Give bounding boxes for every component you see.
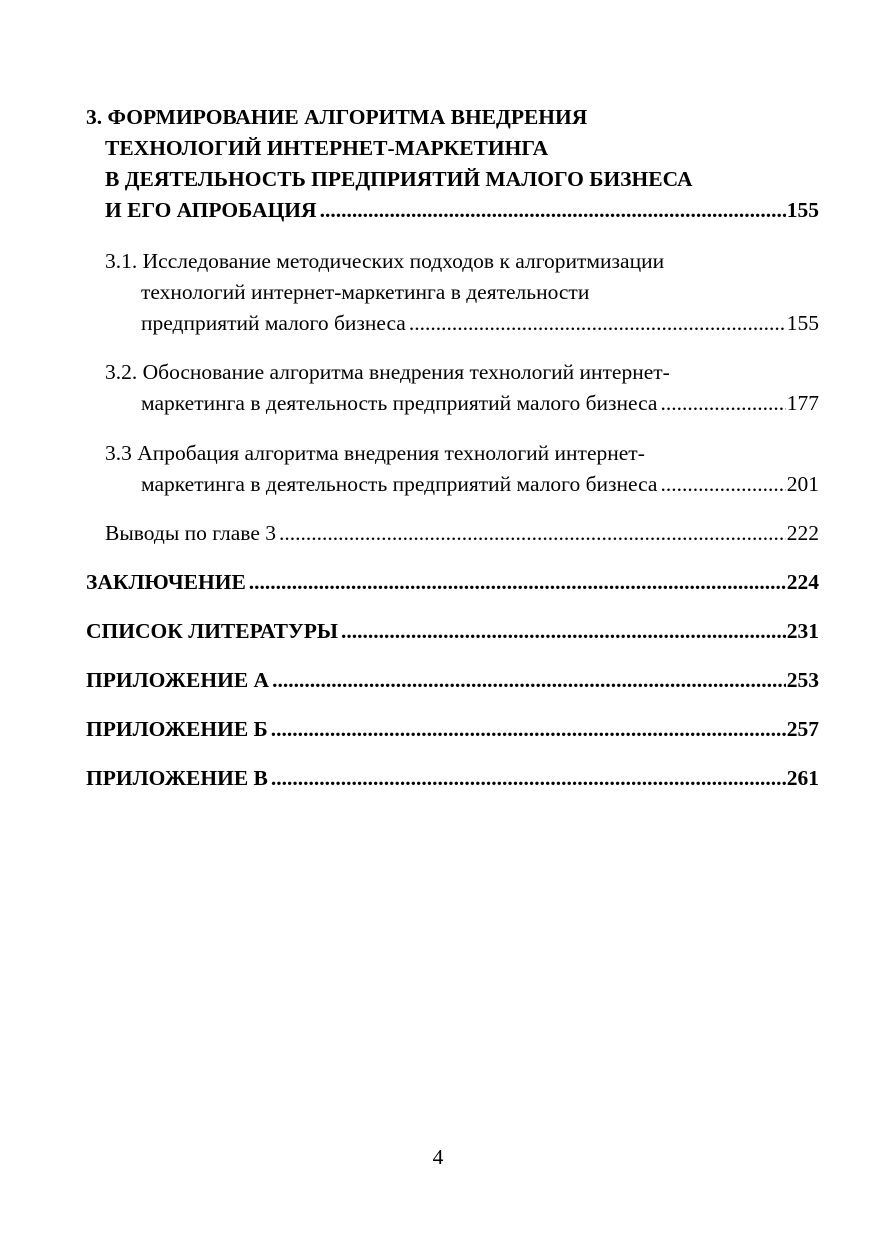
toc-entry-references[interactable]: [86, 616, 819, 646]
page-ref: 257: [786, 717, 819, 741]
toc-entry-appendix-b[interactable]: [86, 714, 819, 744]
leader-dots: [271, 763, 786, 793]
section-3-3-line1: 3.3 Апробация алгоритма внедрения технологий интернет-: [105, 441, 645, 465]
appendix-c-label: ПРИЛОЖЕНИЕ В: [86, 766, 268, 790]
section-3-2-line1: 3.2. Обоснование алгоритма внедрения технологий интернет-: [105, 360, 670, 384]
page-ref: 222: [786, 521, 819, 545]
toc-entry-appendix-a[interactable]: [86, 665, 819, 695]
leader-dots: [660, 388, 785, 418]
toc-entry-conclusions-ch3[interactable]: [105, 518, 819, 548]
toc-entry-3-1[interactable]: [141, 308, 819, 338]
page-ref: 155: [786, 311, 819, 335]
page-ref: 231: [786, 619, 819, 643]
section-3-1-line3: предприятий малого бизнеса: [141, 311, 406, 335]
page-ref: 201: [786, 472, 819, 496]
section-3-1-line1: 3.1. Исследование методических подходов к алгоритмизации: [105, 249, 665, 273]
leader-dots: [272, 665, 786, 695]
toc-entry-chapter3[interactable]: [105, 195, 819, 225]
section-3-1-line2: технологий интернет-маркетинга в деятельности: [141, 280, 590, 304]
toc-entry-appendix-c[interactable]: [86, 763, 819, 793]
conclusions-label: Выводы по главе 3: [105, 521, 277, 545]
conclusion-label: ЗАКЛЮЧЕНИЕ: [86, 570, 246, 594]
leader-dots: [249, 567, 786, 597]
section-3-3-line2: маркетинга в деятельность предприятий малого бизнеса: [141, 472, 658, 496]
leader-dots: [660, 469, 785, 499]
section-3-2-line2: маркетинга в деятельность предприятий малого бизнеса: [141, 391, 658, 415]
appendix-a-label: ПРИЛОЖЕНИЕ А: [86, 668, 270, 692]
page-ref: 224: [786, 570, 819, 594]
chapter3-title-line1: 3. ФОРМИРОВАНИЕ АЛГОРИТМА ВНЕДРЕНИЯ: [86, 105, 588, 129]
references-label: СПИСОК ЛИТЕРАТУРЫ: [86, 619, 338, 643]
toc-entry-3-2[interactable]: [141, 388, 819, 418]
page-ref: 155: [786, 198, 819, 222]
page-ref: 177: [786, 391, 819, 415]
chapter3-title-line4: И ЕГО АПРОБАЦИЯ: [105, 198, 317, 222]
page-ref: 253: [786, 668, 819, 692]
toc-entry-conclusion[interactable]: [86, 567, 819, 597]
chapter3-title-line3: В ДЕЯТЕЛЬНОСТЬ ПРЕДПРИЯТИЙ МАЛОГО БИЗНЕСА: [105, 167, 693, 191]
page-number: 4: [432, 1145, 444, 1169]
chapter3-title-line2: ТЕХНОЛОГИЙ ИНТЕРНЕТ-МАРКЕТИНГА: [105, 136, 549, 160]
leader-dots: [409, 308, 786, 338]
page-ref: 261: [786, 766, 819, 790]
toc-entry-3-3[interactable]: [141, 469, 819, 499]
appendix-b-label: ПРИЛОЖЕНИЕ Б: [86, 717, 268, 741]
leader-dots: [320, 195, 786, 225]
leader-dots: [279, 518, 786, 548]
leader-dots: [271, 714, 786, 744]
leader-dots: [341, 616, 786, 646]
